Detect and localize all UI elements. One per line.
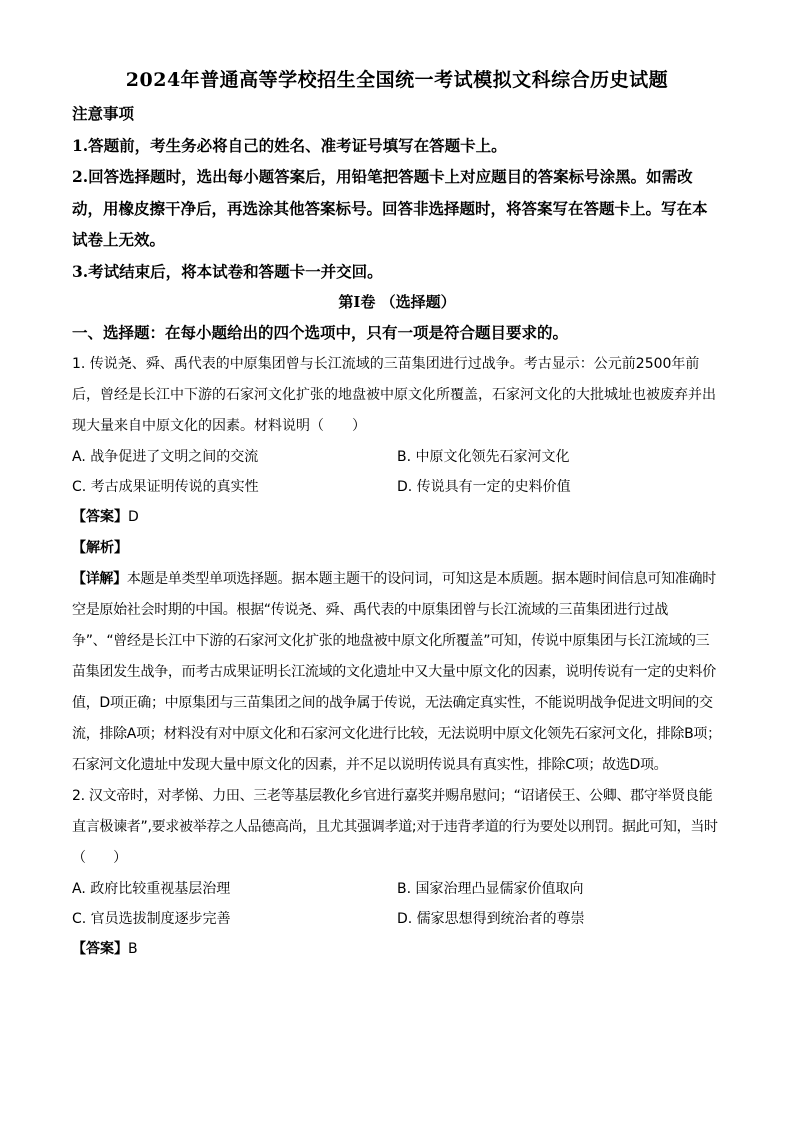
section-instruction: 一、选择题：在每小题给出的四个选项中，只有一项是符合题目要求的。 bbox=[72, 323, 569, 342]
answer-line bbox=[72, 934, 722, 965]
answer-value: B bbox=[128, 940, 138, 957]
options-row bbox=[72, 904, 722, 934]
options-row bbox=[72, 874, 722, 904]
notice-item: 2.回答选择题时，选出每小题答案后，用铅笔把答题卡上对应题目的答案标号涂黑。如需改动，用橡皮擦干净后，再选涂其他答案标号。回答非选择题时，将答案写在答题卡上。写在本试卷上无效。 bbox=[72, 167, 708, 249]
detail-label: 【详解】 bbox=[72, 570, 127, 587]
option-d: D. 传说具有一定的史料价值 bbox=[397, 478, 571, 495]
question-stem: 2. 汉文帝时，对孝悌、力田、三老等基层教化乡官进行嘉奖并赐帛慰问；“诏诸侯王、公卿、郡守举贤良能直言极谏者”,要求被举荐之人品德高尚，且尤其强调孝道;对于违背孝道的行为要处以刑罚。据此可知，当时（ ） bbox=[72, 787, 718, 866]
option-b: B. 国家治理凸显儒家价值取向 bbox=[397, 880, 584, 897]
notice-item: 3.考试结束后，将本试卷和答题卡一并交回。 bbox=[72, 261, 383, 281]
notice-item: 1.答题前，考生务必将自己的姓名、准考证号填写在答题卡上。 bbox=[72, 135, 507, 155]
option-a: A. 政府比较重视基层治理 bbox=[72, 880, 231, 897]
answer-value: D bbox=[128, 508, 139, 525]
section-title: 第Ⅰ卷 （选择题） bbox=[338, 293, 456, 311]
option-c: C. 考古成果证明传说的真实性 bbox=[72, 478, 259, 495]
question-stem: 1. 传说尧、舜、禹代表的中原集团曾与长江流域的三苗集团进行过战争。考古显示：公元前2500年前后，曾经是长江中下游的石家河文化扩张的地盘被中原文化所覆盖，石家河文化的大批城址也被废弃并出现大量来自中原文化的因素。材料说明（ ） bbox=[72, 355, 716, 434]
option-b: B. 中原文化领先石家河文化 bbox=[397, 448, 570, 465]
answer-label: 【答案】 bbox=[72, 940, 128, 957]
notice-heading: 注意事项 bbox=[72, 104, 135, 123]
option-c: C. 官员选拔制度逐步完善 bbox=[72, 910, 231, 927]
analysis-label-line bbox=[72, 533, 722, 564]
option-a: A. 战争促进了文明之间的交流 bbox=[72, 448, 259, 465]
detail-text: 本题是单类型单项选择题。据本题主题干的设问词，可知这是本质题。据本题时间信息可知准确时空是原始社会时期的中国。根据“传说尧、舜、禹代表的中原集团曾与长江流域的三苗集团进行过战争”、“曾经是长江中下游的石家河文化扩张的地盘被中原文化所覆盖”可知，传说中原集团与长江流域的三苗集团发生战争，而考古成果证明长江流域的文化遗址中又大量中原文化的因素，说明传说有一定的史料价值，D项正确；中原集团与三苗集团之间的战争属于传说，无法确定真实性，不能说明战争促进文明间的交流，排除A项；材料没有对中原文化和石家河文化进行比较，无法说明中原文化领先石家河文化，排除B项；石家河文化遗址中发现大量中原文化的因素，并不足以说明传说具有真实性，排除C项；故选D项。 bbox=[72, 570, 721, 773]
detail-paragraph bbox=[72, 564, 722, 781]
option-d: D. 儒家思想得到统治者的尊崇 bbox=[397, 910, 585, 927]
answer-line bbox=[72, 502, 722, 533]
options-row bbox=[72, 472, 722, 502]
exam-page bbox=[72, 66, 722, 965]
answer-label: 【答案】 bbox=[72, 508, 128, 525]
options-row bbox=[72, 442, 722, 472]
page-title: 2024年普通高等学校招生全国统一考试模拟文科综合历史试题 bbox=[125, 69, 669, 91]
analysis-label: 【解析】 bbox=[72, 539, 128, 556]
